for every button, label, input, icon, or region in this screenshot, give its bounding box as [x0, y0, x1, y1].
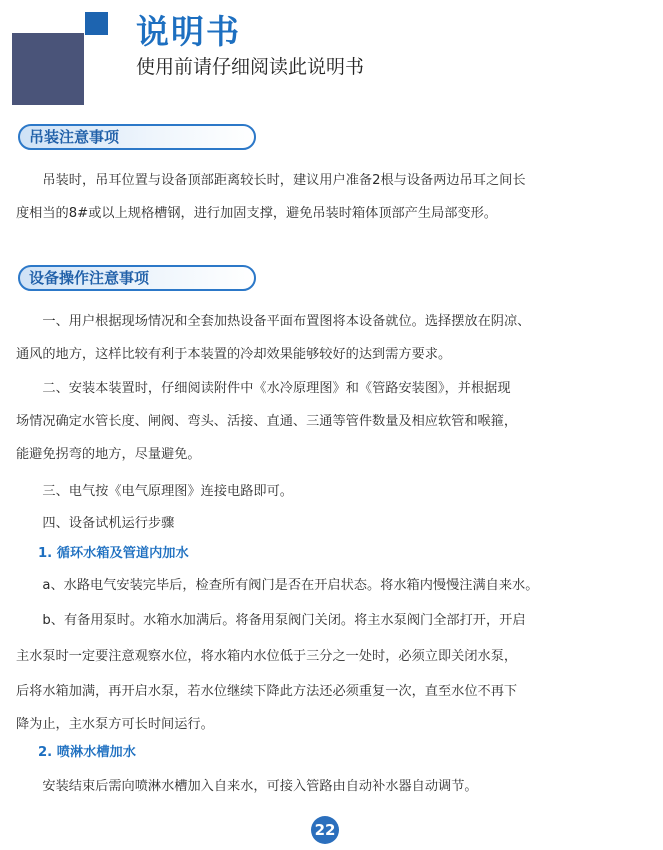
paragraph-line: 场情况确定水管长度、闸阀、弯头、活接、直通、三通等管件数量及相应软管和喉箍， — [16, 414, 518, 429]
paragraph-line: 能避免拐弯的地方，尽量避免。 — [16, 447, 201, 462]
section-heading-hoisting: 吊装注意事项 — [18, 124, 256, 150]
subheading-spray-trough: 2. 喷淋水槽加水 — [38, 745, 136, 760]
paragraph-line: 二、安装本装置时，仔细阅读附件中《水冷原理图》和《管路安装图》，并根据现 — [42, 381, 511, 396]
paragraph-line: 主水泵时一定要注意观察水位，将水箱内水位低于三分之一处时，必须立即关闭水泵， — [16, 649, 518, 664]
subheading-circulating-tank: 1. 循环水箱及管道内加水 — [38, 546, 189, 561]
paragraph-line: 吊装时，吊耳位置与设备顶部距离较长时，建议用户准备2根与设备两边吊耳之间长 — [42, 173, 526, 188]
paragraph-line: 三、电气按《电气原理图》连接电路即可。 — [42, 484, 293, 499]
paragraph-line: 降为止，主水泵方可长时间运行。 — [16, 717, 214, 732]
paragraph-line: 后将水箱加满，再开启水泵，若水位继续下降此方法还必须重复一次，直至水位不再下 — [16, 684, 518, 699]
page-subtitle: 使用前请仔细阅读此说明书 — [136, 56, 365, 78]
decorative-square-large — [12, 33, 84, 105]
paragraph-line: a、水路电气安装完毕后，检查所有阀门是否在开启状态。将水箱内慢慢注满自来水。 — [42, 578, 539, 593]
paragraph-line: 度相当的8#或以上规格槽钢，进行加固支撑，避免吊装时箱体顶部产生局部变形。 — [16, 206, 497, 221]
section-heading-operation: 设备操作注意事项 — [18, 265, 256, 291]
page-number-badge: 22 — [311, 816, 339, 844]
decorative-square-small — [85, 12, 108, 35]
paragraph-line: 一、用户根据现场情况和全套加热设备平面布置图将本设备就位。选择摆放在阴凉、 — [42, 314, 531, 329]
paragraph-line: 通风的地方，这样比较有利于本装置的冷却效果能够较好的达到需方要求。 — [16, 347, 452, 362]
paragraph-line: 四、设备试机运行步骤 — [42, 516, 175, 531]
paragraph-line: 安装结束后需向喷淋水槽加入自来水，可接入管路由自动补水器自动调节。 — [42, 779, 478, 794]
page-title: 说明书 — [136, 12, 241, 51]
paragraph-line: b、有备用泵时。水箱水加满后。将备用泵阀门关闭。将主水泵阀门全部打开，开启 — [42, 613, 526, 628]
